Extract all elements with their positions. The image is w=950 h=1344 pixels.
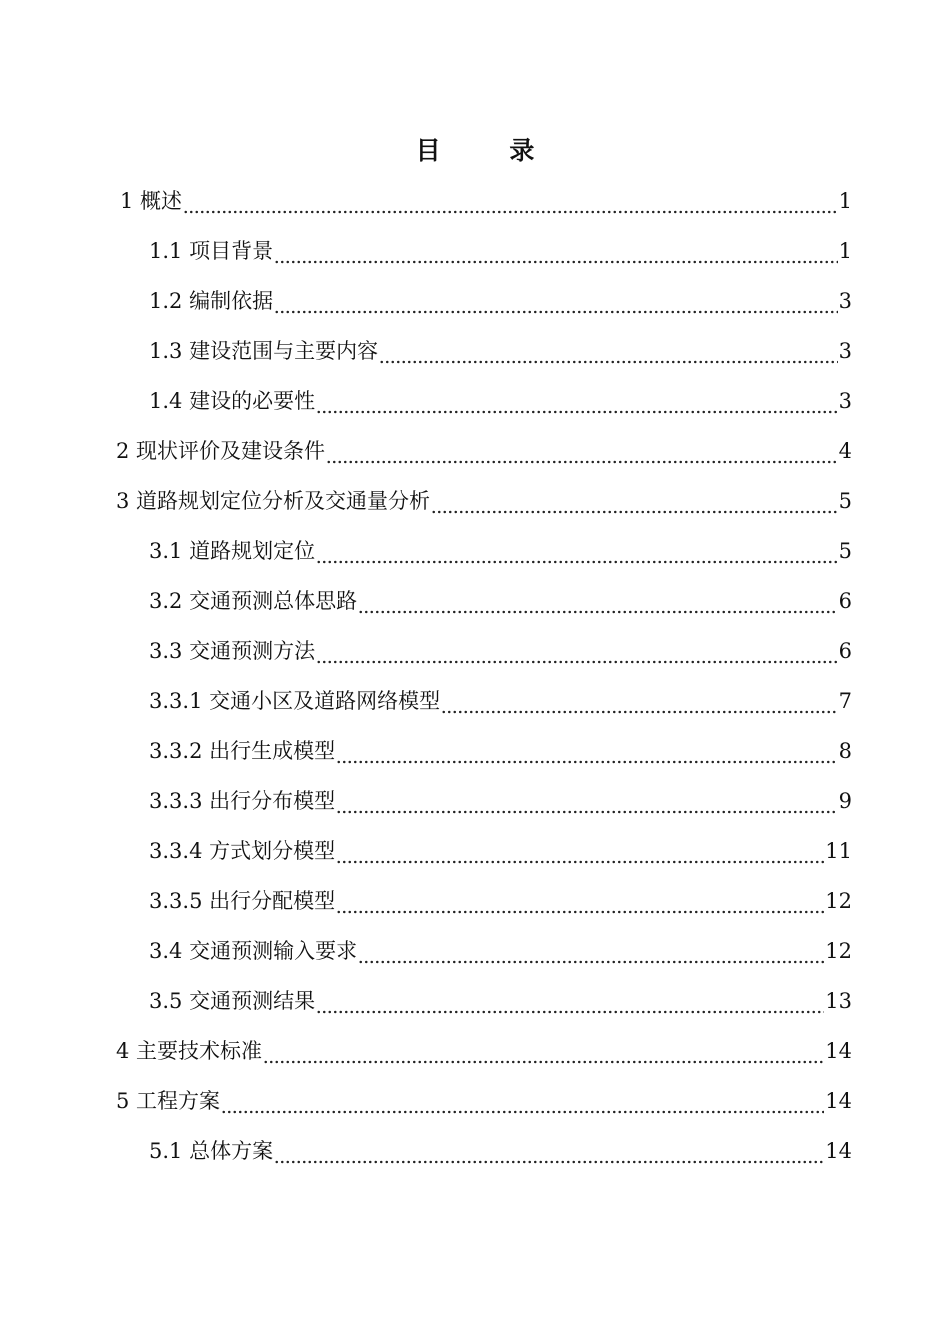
- toc-dot-leader: [274, 1126, 824, 1176]
- toc-entry-page: 12: [825, 889, 852, 913]
- toc-entry-page: 1: [838, 189, 852, 213]
- toc-entry-3[interactable]: [116, 476, 852, 526]
- toc-entry-label: 2 现状评价及建设条件: [116, 439, 326, 463]
- toc-dot-leader: [263, 1026, 824, 1076]
- toc-entry-5-1[interactable]: [149, 1126, 852, 1176]
- toc-dot-leader: [316, 526, 838, 576]
- toc-dot-leader: [379, 326, 838, 376]
- toc-entry-page: 9: [838, 789, 852, 813]
- toc-dot-leader: [336, 776, 838, 826]
- toc-entry-label: 1.3 建设范围与主要内容: [149, 339, 379, 363]
- toc-entry-page: 11: [825, 839, 852, 863]
- toc-entry-label: 5.1 总体方案: [149, 1139, 274, 1163]
- toc-dot-leader: [336, 826, 824, 876]
- toc-entry-label: 3.3 交通预测方法: [149, 639, 316, 663]
- toc-entry-1-2[interactable]: [149, 276, 852, 326]
- toc-entry-3-5[interactable]: [149, 976, 852, 1026]
- toc-entry-page: 4: [838, 439, 852, 463]
- toc-entry-label: 3 道路规划定位分析及交通量分析: [116, 489, 431, 513]
- toc-dot-leader: [326, 426, 838, 476]
- toc-entry-page: 6: [838, 639, 852, 663]
- toc-dot-leader: [183, 176, 838, 226]
- toc-entry-page: 3: [838, 389, 852, 413]
- toc-entry-3-2[interactable]: [149, 576, 852, 626]
- toc-entry-label: 3.3.1 交通小区及道路网络模型: [149, 689, 441, 713]
- toc-entry-page: 5: [838, 539, 852, 563]
- toc-entry-3-3[interactable]: [149, 626, 852, 676]
- toc-entry-3-3-5[interactable]: [149, 876, 852, 926]
- toc-dot-leader: [336, 876, 824, 926]
- toc-entry-page: 14: [825, 1089, 852, 1113]
- toc-entry-page: 3: [838, 289, 852, 313]
- toc-dot-leader: [336, 726, 838, 776]
- toc-dot-leader: [431, 476, 838, 526]
- toc-dot-leader: [221, 1076, 824, 1126]
- toc-entry-label: 3.2 交通预测总体思路: [149, 589, 358, 613]
- toc-entry-page: 14: [825, 1039, 852, 1063]
- toc-entry-label: 1.2 编制依据: [149, 289, 274, 313]
- toc-entry-3-1[interactable]: [149, 526, 852, 576]
- toc-dot-leader: [358, 576, 838, 626]
- toc-entry-label: 1 概述: [120, 189, 183, 213]
- toc-entry-page: 6: [838, 589, 852, 613]
- toc-entry-label: 5 工程方案: [116, 1089, 221, 1113]
- toc-entry-1-1[interactable]: [149, 226, 852, 276]
- toc-entry-1-4[interactable]: [149, 376, 852, 426]
- toc-dot-leader: [358, 926, 824, 976]
- toc-entry-label: 3.5 交通预测结果: [149, 989, 316, 1013]
- toc-dot-leader: [274, 226, 838, 276]
- toc-entry-label: 3.4 交通预测输入要求: [149, 939, 358, 963]
- toc-entry-3-3-3[interactable]: [149, 776, 852, 826]
- toc-entry-page: 13: [825, 989, 852, 1013]
- toc-dot-leader: [316, 376, 838, 426]
- toc-dot-leader: [316, 976, 824, 1026]
- toc-entry-1-3[interactable]: [149, 326, 852, 376]
- toc-entry-label: 1.4 建设的必要性: [149, 389, 316, 413]
- toc-entry-label: 1.1 项目背景: [149, 239, 274, 263]
- toc-entry-4[interactable]: [116, 1026, 852, 1076]
- toc-entry-page: 14: [825, 1139, 852, 1163]
- toc-entry-3-3-4[interactable]: [149, 826, 852, 876]
- toc-entry-label: 3.3.3 出行分布模型: [149, 789, 336, 813]
- toc-entry-label: 4 主要技术标准: [116, 1039, 263, 1063]
- toc-title: 目 录: [415, 136, 565, 165]
- toc-entry-page: 12: [825, 939, 852, 963]
- toc-entry-page: 8: [838, 739, 852, 763]
- toc-entry-label: 3.3.2 出行生成模型: [149, 739, 336, 763]
- toc-entry-3-4[interactable]: [149, 926, 852, 976]
- toc-entry-1[interactable]: [120, 176, 852, 226]
- toc-dot-leader: [441, 676, 838, 726]
- toc-entry-label: 3.3.5 出行分配模型: [149, 889, 336, 913]
- toc-entry-3-3-2[interactable]: [149, 726, 852, 776]
- toc-entry-page: 1: [838, 239, 852, 263]
- toc-entry-page: 7: [838, 689, 852, 713]
- toc-dot-leader: [274, 276, 838, 326]
- toc-entry-label: 3.3.4 方式划分模型: [149, 839, 336, 863]
- toc-dot-leader: [316, 626, 838, 676]
- toc-entry-5[interactable]: [116, 1076, 852, 1126]
- toc-entry-page: 5: [838, 489, 852, 513]
- toc-entry-label: 3.1 道路规划定位: [149, 539, 316, 563]
- toc-entry-2[interactable]: [116, 426, 852, 476]
- toc-entry-3-3-1[interactable]: [149, 676, 852, 726]
- toc-entry-page: 3: [838, 339, 852, 363]
